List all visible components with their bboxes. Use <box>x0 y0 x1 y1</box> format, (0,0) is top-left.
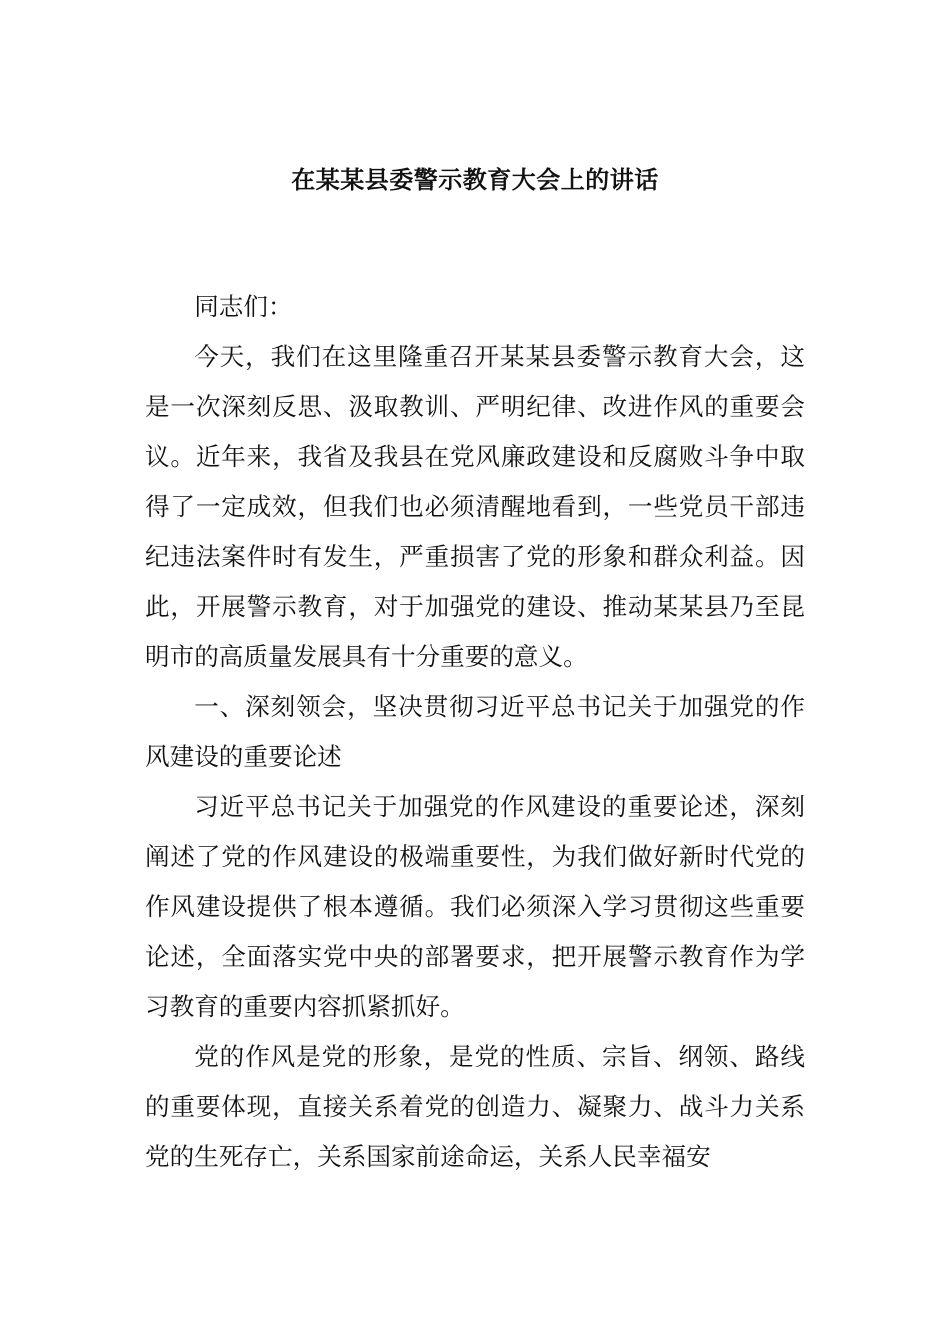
section-heading-1: 一、深刻领会，坚决贯彻习近平总书记关于加强党的作风建设的重要论述 <box>145 692 805 771</box>
intro-paragraph: 今天，我们在这里隆重召开某某县委警示教育大会，这是一次深刻反思、汲取教训、严明纪律、改进作风的重要会议。近年来，我省及我县在党风廉政建设和反腐败斗争中取得了一定成效，但我们也必须清醒地看到，一些党员干部违纪违法案件时有发生，严重损害了党的形象和群众利益。因此，开展警示教育，对于加强党的建设、推动某某县乃至昆明市的高质量发展具有十分重要的意义。 <box>145 342 805 671</box>
salutation-paragraph: 同志们： <box>194 292 293 321</box>
document-title: 在某某县委警示教育大会上的讲话 <box>291 166 659 194</box>
body-paragraph: 党的作风是党的形象，是党的性质、宗旨、纲领、路线的重要体现，直接关系着党的创造力、凝聚力、战斗力关系党的生死存亡，关系国家前途命运，关系人民幸福安 <box>145 1042 805 1171</box>
document-body <box>145 282 805 1182</box>
body-paragraph: 习近平总书记关于加强党的作风建设的重要论述，深刻阐述了党的作风建设的极端重要性，为我们做好新时代党的作风建设提供了根本遵循。我们必须深入学习贯彻这些重要论述，全面落实党中央的部署要求，把开展警示教育作为学习教育的重要内容抓紧抓好。 <box>145 792 805 1021</box>
